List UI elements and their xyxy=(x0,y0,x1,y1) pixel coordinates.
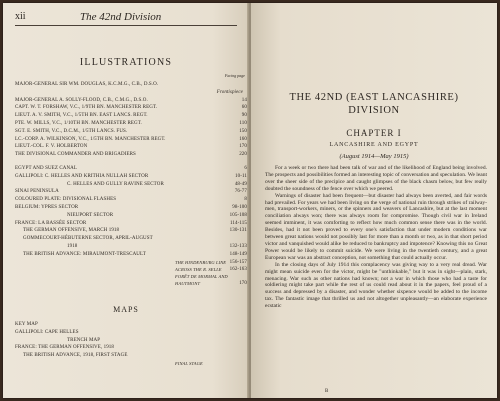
list-item xyxy=(15,352,247,360)
list-item-page: 170 xyxy=(239,144,247,150)
list-item-page: 132-133 xyxy=(229,243,247,249)
list-item xyxy=(15,104,247,112)
list-item-title: THE BRITISH ADVANCE: MIRAUMONT-TRESCAULT xyxy=(23,251,146,257)
list-item xyxy=(15,280,247,287)
list-item-title: FORÊT DE MORMAL AND xyxy=(175,273,228,279)
book-title-line-2: DIVISION xyxy=(348,105,400,116)
list-item xyxy=(15,259,247,266)
list-item-title: LIEUT. A. V. SMITH, V.C., 1/5TH BN. EAST LANCS. REGT. xyxy=(15,113,148,119)
book-title xyxy=(251,91,497,117)
list-item xyxy=(15,151,247,159)
list-item xyxy=(15,196,247,204)
list-item-title: THE DIVISIONAL COMMANDER AND BRIGADIERS xyxy=(15,152,136,158)
list-item xyxy=(15,173,247,181)
list-item-title: HAUTMONT xyxy=(175,280,201,286)
list-item xyxy=(15,143,247,151)
paragraph-1: For a week or two there had been talk of war and of the likelihood of England being involved. The prospects and possibilities formed an interesting topic of conversation and speculation. We leant over the sheer side of the precipice and caught glimpses of the black chasm below, but few really doubted the soundness of the fence over which we peered. xyxy=(265,165,487,192)
left-page xyxy=(3,3,249,398)
list-item-page: 156-157 xyxy=(229,259,247,265)
list-item xyxy=(15,243,247,251)
list-item-page: 90 xyxy=(241,113,247,119)
list-item xyxy=(15,329,247,337)
list-item-title: 1918 xyxy=(67,243,78,249)
list-item-page: 148-149 xyxy=(229,251,247,257)
list-item xyxy=(15,181,247,189)
list-item-page: 48-49 xyxy=(234,181,247,187)
list-item-title: GALLIPOLI: CAPE HELLES xyxy=(15,329,79,335)
list-item xyxy=(15,120,247,128)
list-item-page: 170 xyxy=(239,280,247,286)
list-item-title: MAJOR-GENERAL SIR WM. DOUGLAS, K.C.M.G., C.B., D.S.O. xyxy=(15,82,159,87)
list-item-page: 150 xyxy=(239,128,247,134)
facing-page-label: Facing page xyxy=(224,73,245,78)
list-item-page: 130-131 xyxy=(229,228,247,234)
list-item xyxy=(15,321,247,329)
chapter-number: CHAPTER I xyxy=(346,128,402,138)
list-item-title: C. HELLES AND GULLY RAVINE SECTOR xyxy=(67,181,164,187)
list-item-title: THE HINDENBURG LINE xyxy=(175,259,227,265)
list-item xyxy=(15,337,247,345)
list-item xyxy=(15,212,247,220)
page-number: xii xyxy=(15,11,26,22)
list-item xyxy=(15,344,247,352)
list-item-title: TRENCH MAP xyxy=(67,337,101,343)
list-item xyxy=(15,227,247,235)
list-item-title: FINAL STAGE xyxy=(175,360,203,366)
list-item xyxy=(15,251,247,259)
list-item-title: EGYPT AND SUEZ CANAL xyxy=(15,165,78,171)
list-item-title: MAJOR-GENERAL A. SOLLY-FLOOD, C.B., C.M.G., D.S.O. xyxy=(15,97,148,103)
list-item-title: THE GERMAN OFFENSIVE, MARCH 1918 xyxy=(23,228,120,234)
list-item-title: BELGIUM: YPRES SECTOR xyxy=(15,204,79,210)
list-item-page: 8 xyxy=(244,197,247,203)
chapter-subtitle: LANCASHIRE AND EGYPT xyxy=(329,142,419,148)
list-item-page: 98-100 xyxy=(232,204,247,210)
list-item-page: 162-163 xyxy=(229,266,247,272)
chapter-body xyxy=(265,165,487,310)
maps-heading: MAPS xyxy=(113,305,139,314)
list-item-page: 160 xyxy=(239,136,247,142)
list-item-title: GOMMECOURT-HÉBUTERNE SECTOR, APRIL-AUGUST xyxy=(23,236,153,242)
list-item-title: LC.-CORP. A. WILKINSON, V.C., 1/5TH BN. MANCHESTER REGT. xyxy=(15,136,166,142)
list-item-page: 14 xyxy=(241,97,247,103)
list-item-page: 105-108 xyxy=(229,212,247,218)
illustrations-heading: ILLUSTRATIONS xyxy=(79,57,173,68)
list-item-title: Frontispiece xyxy=(216,89,243,95)
list-item xyxy=(15,273,247,280)
list-item xyxy=(15,360,247,367)
list-item xyxy=(15,128,247,136)
list-item-page: 60 xyxy=(241,105,247,111)
list-item-title: SGT. E. SMITH, V.C., D.C.M., 1/5TH LANCS. FUS. xyxy=(15,128,128,134)
maps-list xyxy=(15,321,247,367)
list-item xyxy=(15,89,247,97)
list-item-page: 220 xyxy=(239,152,247,158)
list-item-title: NIEUPORT SECTOR xyxy=(67,212,114,218)
list-item xyxy=(15,112,247,120)
list-item xyxy=(15,81,247,89)
paragraph-3: In the closing days of July 1914 this complacency was giving way to a very real dread. War might mean suicide even for the victor, might be "unthinkable," but it was in sight—plain, stark, menacing. War such as other nations had known; not a war in which those who had a taste for soldiering might take part while the rest of us could read about it in the papers, feel proud of a success and depressed by a disaster, and wonder whether sixpence would be added to the income tax. The fantastic image that thrilled us and not altogether unpleasantly—an elaborate experience ecstatic xyxy=(265,261,487,310)
list-item xyxy=(15,220,247,228)
list-item-title: GALLIPOLI: C. HELLES AND KRITHIA NULLAH SECTOR xyxy=(15,173,149,179)
paragraph-2: Warnings of disaster had been frequent—but disaster had always been averted, and fair words had prevailed. For years we had been living on the verge of national ruin through strikes of railway-men, transport-workers, miners, or the spinners and weavers of Lancashire, but at the last moment conciliation always won; there was always room for compromise. Though civil war in Ireland seemed imminent, it was comforting to reflect how much common sense there was in the world. Besides, had it not been proved to every one's satisfaction that under modern conditions war between great nations would not possibly last for more than a month or two, as in that short period victor and vanquished would alike be reduced to bankruptcy and impotence? Knowing this no Great Power would be likely to commit suicide. We were living in the twentieth century, and a great European war was an abstract conception, not something that could actually occur. xyxy=(265,192,487,261)
list-item-page: 76-77 xyxy=(234,189,247,195)
list-item xyxy=(15,204,247,212)
book-title-line-1: THE 42ND (EAST LANCASHIRE) xyxy=(289,92,459,103)
book-spread xyxy=(3,3,497,398)
list-item-page: 6 xyxy=(244,165,247,171)
list-item-page: 10-11 xyxy=(235,173,247,179)
list-item xyxy=(15,266,247,273)
list-item-title: FRANCE: THE GERMAN OFFENSIVE, 1918 xyxy=(15,345,115,351)
list-item-title: SINAI PENINSULA xyxy=(15,189,59,195)
list-item xyxy=(15,165,247,173)
header-rule xyxy=(15,25,237,26)
right-page xyxy=(251,3,497,398)
running-head xyxy=(15,11,237,25)
list-item xyxy=(15,188,247,196)
list-item-page: 114-115 xyxy=(230,220,247,226)
list-item-title: THE BRITISH ADVANCE, 1918, FIRST STAGE xyxy=(23,353,128,359)
list-item-title: KEY MAP xyxy=(15,322,38,327)
running-title: The 42nd Division xyxy=(80,11,162,23)
list-item-title: PTE. W. MILLS, V.C., 1/10TH BN. MANCHESTER REGT. xyxy=(15,120,142,126)
list-item xyxy=(15,235,247,243)
list-item-title: CAPT. W. T. FORSHAW, V.C., 1/9TH BN. MANCHESTER REGT. xyxy=(15,105,158,111)
illustrations-list xyxy=(15,81,247,287)
list-item xyxy=(15,136,247,144)
signature-mark: B xyxy=(325,389,329,394)
list-item xyxy=(15,97,247,105)
list-item-page: 110 xyxy=(239,120,247,126)
list-item-title: FRANCE: LA BASSÉE SECTOR xyxy=(15,220,87,226)
list-item-title: COLOURED PLATE: DIVISIONAL FLASHES xyxy=(15,197,117,203)
chapter-dates: (August 1914—May 1915) xyxy=(339,153,409,160)
list-item-title: ACROSS THE R. SELLE xyxy=(175,266,222,272)
list-item-title: LIEUT.-COL. F. V. HOLBERTON xyxy=(15,144,88,150)
